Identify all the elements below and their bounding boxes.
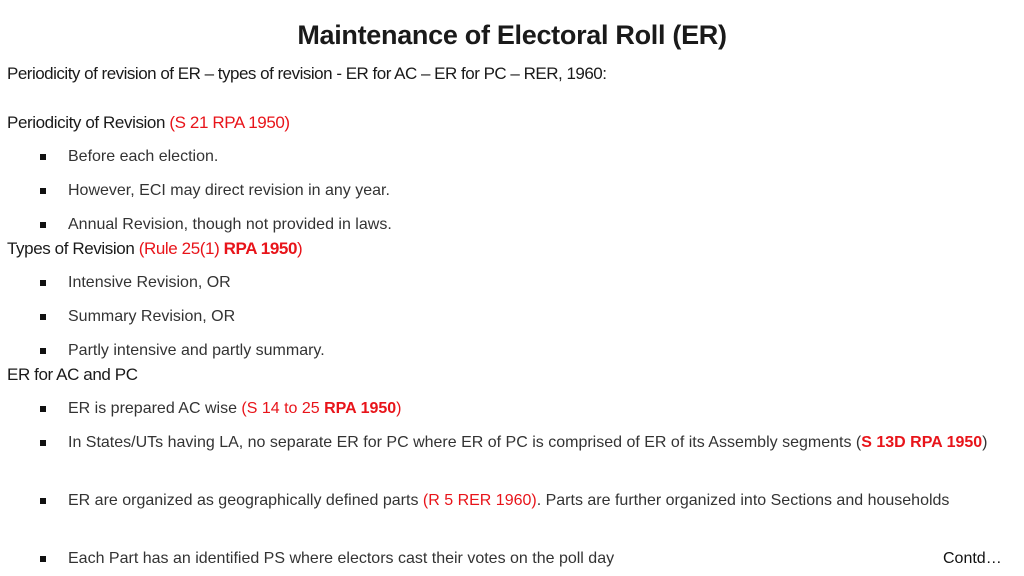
list-item bbox=[40, 489, 1016, 513]
square-bullet-icon bbox=[40, 280, 46, 286]
types-reference bbox=[139, 239, 303, 258]
er-ac-pc-heading: ER for AC and PC bbox=[7, 365, 138, 384]
periodicity-heading bbox=[7, 113, 290, 133]
square-bullet-icon bbox=[40, 154, 46, 160]
reference-text: (R 5 RER 1960) bbox=[422, 492, 537, 509]
list-item-text: Annual Revision, though not provided in laws. bbox=[68, 216, 392, 233]
list-item-text: Before each election. bbox=[68, 148, 219, 165]
list-item-text: However, ECI may direct revision in any year. bbox=[68, 182, 390, 199]
types-heading bbox=[7, 239, 302, 259]
slide-title: Maintenance of Electoral Roll (ER) bbox=[297, 20, 727, 50]
list-item-text bbox=[68, 397, 1016, 421]
list-item-text: Each Part has an identified PS where electors cast their votes on the poll day bbox=[68, 550, 615, 567]
square-bullet-icon bbox=[40, 222, 46, 228]
square-bullet-icon bbox=[40, 556, 46, 562]
reference-close: ) bbox=[396, 400, 402, 417]
reference-bold: RPA 1950 bbox=[324, 400, 397, 417]
periodicity-heading-label: Periodicity of Revision bbox=[7, 113, 166, 132]
list-item-body: In States/UTs having LA, no separate ER for PC where ER of PC is comprised of ER of its Assembly segments ( bbox=[68, 434, 862, 451]
list-item bbox=[40, 397, 1016, 421]
list-item bbox=[40, 305, 1016, 329]
square-bullet-icon bbox=[40, 348, 46, 354]
reference-close: ) bbox=[982, 434, 988, 451]
square-bullet-icon bbox=[40, 314, 46, 320]
reference-open: (S 14 to 25 bbox=[241, 400, 325, 417]
types-reference-bold: RPA 1950 bbox=[223, 239, 298, 258]
list-item-text: Summary Revision, OR bbox=[68, 308, 236, 325]
list-item bbox=[40, 271, 1016, 295]
list-item-text: Intensive Revision, OR bbox=[68, 274, 231, 291]
list-item bbox=[40, 213, 1016, 237]
list-item bbox=[40, 339, 1016, 363]
list-item-text: Partly intensive and partly summary. bbox=[68, 342, 325, 359]
reference-text bbox=[241, 400, 401, 417]
list-item-text bbox=[68, 489, 1016, 513]
types-reference-close: ) bbox=[297, 239, 303, 258]
slide-subtitle: Periodicity of revision of ER – types of revision - ER for AC – ER for PC – RER, 1960: bbox=[7, 64, 607, 83]
square-bullet-icon bbox=[40, 406, 46, 412]
list-item bbox=[40, 431, 1016, 455]
periodicity-reference: (S 21 RPA 1950) bbox=[169, 113, 290, 132]
list-item-body-rest: . Parts are further organized into Sections and households bbox=[536, 492, 950, 509]
list-item bbox=[40, 547, 920, 571]
list-item-body: ER are organized as geographically defined parts bbox=[68, 492, 423, 509]
list-item bbox=[40, 179, 1016, 203]
list-item bbox=[40, 145, 1016, 169]
reference-text: S 13D RPA 1950 bbox=[861, 434, 983, 451]
square-bullet-icon bbox=[40, 440, 46, 446]
list-item-body: ER is prepared AC wise bbox=[68, 400, 242, 417]
types-heading-label: Types of Revision bbox=[7, 239, 135, 258]
continued-label: Contd… bbox=[943, 550, 1002, 567]
types-reference-open: (Rule 25(1) bbox=[138, 239, 224, 258]
list-item-text bbox=[68, 431, 1016, 455]
square-bullet-icon bbox=[40, 498, 46, 504]
square-bullet-icon bbox=[40, 188, 46, 194]
